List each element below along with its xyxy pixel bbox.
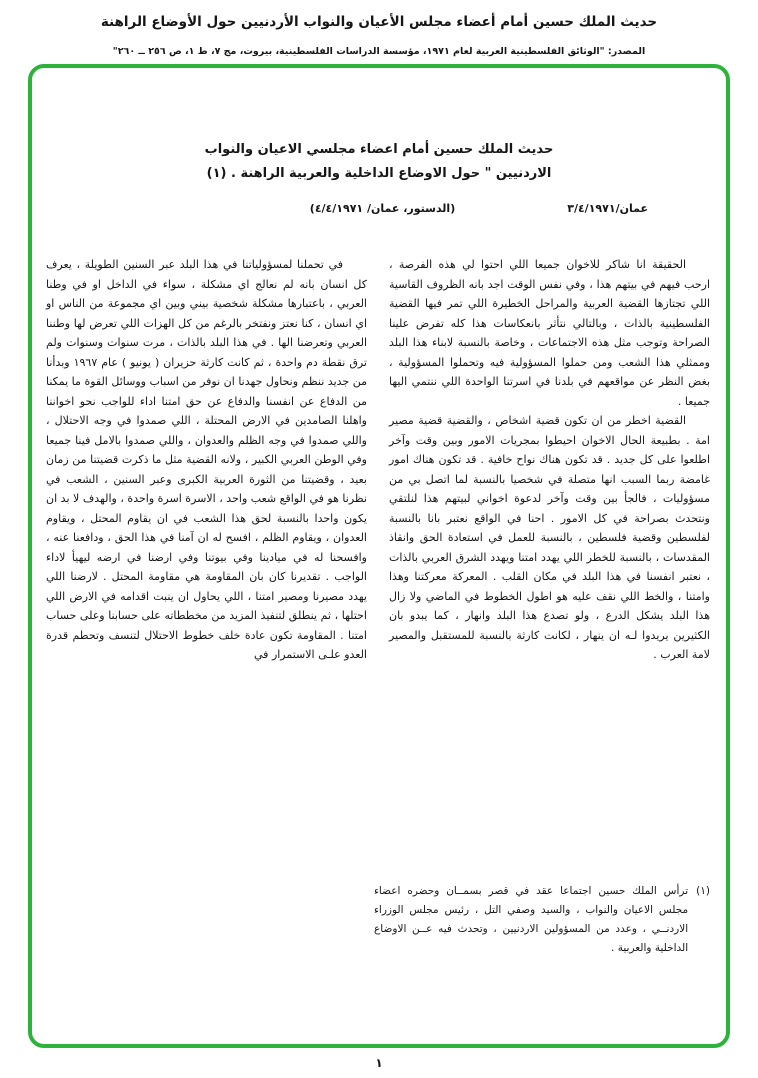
body-paragraph-2: القضية اخطر من ان تكون قضية اشخاص ، والقضية قضية مصير امة . بطبيعة الحال الاخوان احيطوا بمجريات الامور وبين وقت وآخر اطلعوا على كل جديد . قد تكون هناك نواح خافية . قد تكون هناك امور غامضة ربما السبب انها متصلة في شخصيا بالنسبة لما اتصل بي من مسؤوليات ، فالجأ بين وقت وآخر لدعوة اخواني لبيتهم هذا لنلتقي ونتحدث بصراحة في كل الامور . احنا في الواقع نعتبر بانا بالنسبة لفلسطين وقضية فلسطين ، بالنسبة للعمل في استعادة الحق وانقاذ المقدسات ، بالنسبة للخطر اللي يهدد امتنا ويهدد الشرق العربي بالذات ، نعتبر انفسنا في هذا البلد في مكان القلب . المعركة معركتنا وهذا وامتنا ، والخط اللي نقف عليه هو اطول الخطوط في الماضي ولا زال هذا البلد يشكل الدرع ، ولو تصدع هذا البلد وانهار ، كما يبدو بان الكثيرين يريدوا لـه ان ينهار ، لكانت كارثة بالنسبة للمستقبل والمصير لامة العرب . [389, 414, 710, 661]
footnote-marker: (١) [696, 885, 710, 897]
page-header-title: حديث الملك حسين أمام أعضاء مجلس الأعيان والنواب الأردنيين حول الأوضاع الراهنة [100, 14, 658, 30]
source-citation: المصدر: "الوثائق الفلسطينية العربية لعام ١٩٧١، مؤسسة الدراسات الفلسطينية، بيروت، مج ٧، ط ١، ص ٢٥٦ ــ ٢٦٠" [112, 46, 646, 57]
page-number: ١ [375, 1056, 383, 1070]
column-right [389, 255, 710, 665]
document-title-line2: الاردنيين " حول الاوضاع الداخلية والعربية الراهنة . (١) [206, 166, 552, 181]
document-title [32, 138, 726, 186]
document-title-line1: حديث الملك حسين أمام اعضاء مجلسي الاعيان والنواب [204, 142, 554, 157]
dateline-newspaper-ref: (الدستور، عمان/ ٤/٤/١٩٧١) [309, 202, 456, 215]
footnote-text: ترأس الملك حسين اجتماعا عقد في قصر بسمــان وحضره اعضاء مجلس الاعيان والنواب ، والسيد وصفي التل ، رئيس مجلس الوزراء الاردنــي ، وعدد من المسؤولين الاردنيين ، وتحدث فيه عــن الاوضاع الداخلية والعربية . [374, 885, 689, 954]
body-columns [32, 255, 726, 665]
footnote [374, 882, 710, 958]
dateline [32, 202, 726, 215]
body-paragraph-1: الحقيقة انا شاكر للاخوان جميعا اللي احتوا لي هذه الفرصة ، ارحب فيهم في بيتهم هذا ، وفي نفس الوقت اجد بانه الظروف القاسية اللي تجتازها القضية العربية والمراحل الخطيرة اللي تمر فيها القضية الفلسطينية بالذات ، وبالتالي نتأثر بانعكاسات هذا كله تفرض علينا الصراحة وتوجب مثل هذه الاجتماعات ، وخاصة بالنسبة لابناء هذا البلد وممثلي هذا الشعب ومن حملوا المسؤولية فيه وتحملوا المسؤولية ، بغض النظر عن مواقعهم في بلدنا في اسرتنا الواحدة اللي ننتمي اليها جميعا . [389, 258, 710, 408]
body-paragraph-3: في تحملنا لمسؤولياتنا في هذا البلد عبر السنين الطويلة ، يعرف كل انسان بانه لم نعالج اي مشكلة ، سواء في الداخل او في وطنا العربي ، باعتبارها مشكلة شخصية بيني وبين اي مجموعة من الناس او اي انسان ، كنا نعتز ونفتخر بالرغم من كل الهزات اللي تعرض لها وطننا العربي وتعرضنا الها . في هذا البلد بالذات ، مرت سنوات وسنوات ولم ترق نقطة دم واحدة ، ثم كانت كارثة حزيران ( يونيو ) عام ١٩٦٧ وبدأنا من جديد ننظم ونحاول جهدنا ان نوفر من اسباب ووسائل القوة ما يمكنا من الدفاع عن انفسنا والدفاع عن حق امتنا اداء للواجب نحو اخواننا واهلنا الصامدين في الارض المحتلة ، اللي صمدوا في وجه الاحتلال ، واللي صمدوا في وجه الظلم والعدوان ، واللي صمدوا بالامل فينا جميعا وفي الوطن العربي الكبير ، ولانه القضية مثل ما ذكرت قضيتنا من زمان بعيد ، وقضيتنا من الثورة العربية الكبرى وعبر السنين ، الشعب في نظرنا هو في الواقع شعب واحد ، الاسرة اسرة واحدة ، والهدف لا بد ان يكون واحدا بالنسبة لحق هذا الشعب في ان يقاوم المحتل ، ويقاوم العدوان ، ويقاوم الظلم ، افسح له ان آمنا في هذا الحق ، ودافعنا عنه ، وافسحنا له في ميادينا وفي بيوتنا وفي ارضنا في ارضه ليهيأ لاداء الواجب . تقديرنا كان بان المقاومة هي مقاومة المحتل . لارضنا اللي يهدد مصيرنا ومصير امتنا ، اللي يحاول ان ينبت اقدامه في الارض اللي احتلها ، ثم ينطلق لتنفيذ المزيد من مخططاته على حسابنا وعلى حساب امتنا . المقاومة تكون عادة خلف خطوط الاحتلال لتنسف وتحطم قدرة العدو علـى الاستمرار في [46, 258, 367, 661]
green-frame [28, 64, 730, 1048]
column-left [46, 255, 367, 665]
dateline-place-date: عمان/٣/٤/١٩٧١ [567, 202, 648, 215]
